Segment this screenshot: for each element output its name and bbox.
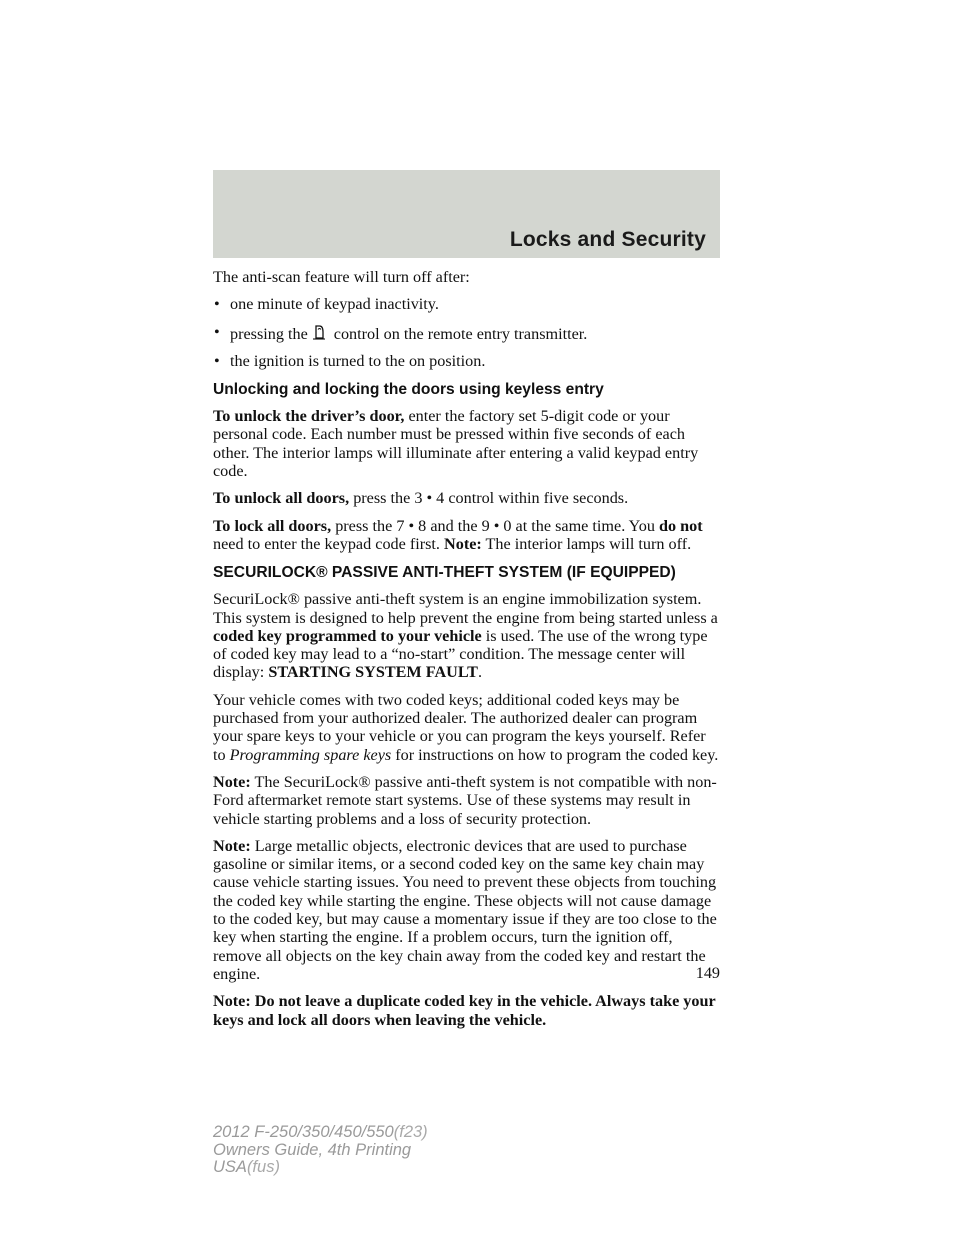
- unlock-all-doors-paragraph: To unlock all doors, press the 3 • 4 control within five seconds.: [213, 489, 629, 508]
- page-content: [213, 268, 720, 1038]
- anti-scan-intro: The anti-scan feature will turn off after:: [213, 268, 470, 286]
- list-item: • one minute of keypad inactivity.: [214, 295, 439, 314]
- section-title: Locks and Security: [509, 228, 706, 251]
- unlock-driver-door-paragraph: To unlock the driver’s door, enter the factory set 5-digit code or your personal code. Each number must be pressed within five seconds of each other. The interior lamps will illuminate after entering a valid keypad entry code.: [213, 407, 699, 481]
- footer-line-region: USA(fus): [213, 1158, 280, 1176]
- securilock-intro-paragraph: SecuriLock® passive anti-theft system is an engine immobilization system. This system is designed to help prevent the engine from being started unless a coded key programmed to your vehicle is used. The use of the wrong type of coded key may lead to a “no-start” condition. The message center will display: STARTING SYSTEM FAULT.: [213, 590, 718, 682]
- coded-keys-paragraph: Your vehicle comes with two coded keys; additional coded keys may be purchased from your authorized dealer. The authorized dealer can program your spare keys to your vehicle or you can program the keys yourself. Refer to Programming spare keys for instructions on how to program the coded key.: [213, 690, 719, 764]
- remote-control-icon: [310, 323, 330, 341]
- anti-scan-list: [213, 295, 720, 370]
- lock-all-doors-paragraph: To lock all doors, press the 7 • 8 and the 9 • 0 at the same time. You do not need to enter the keypad code first. Note: The interior lamps will turn off.: [213, 516, 703, 553]
- keyless-entry-heading: Unlocking and locking the doors using keyless entry: [213, 381, 604, 399]
- list-item: • the ignition is turned to the on position.: [214, 351, 486, 370]
- page-number: 149: [695, 964, 720, 982]
- securilock-heading: SECURILOCK® PASSIVE ANTI-THEFT SYSTEM (IF EQUIPPED): [213, 564, 676, 582]
- note-metallic-objects: Note: Large metallic objects, electronic devices that are used to purchase gasoline or similar items, or a second coded key on the same key chain may cause vehicle starting issues. You need to prevent these objects from touching the coded key while starting the engine. These objects will not cause damage to the coded key, but may cause a momentary issue if they are too close to the key when starting the engine. If a problem occurs, turn the ignition off, remove all objects on the key chain away from the coded key and restart the engine.: [213, 836, 717, 983]
- footer-line-guide: Owners Guide, 4th Printing: [213, 1140, 412, 1159]
- list-item: • pressing the control on the remote entry transmitter.: [214, 322, 588, 343]
- document-footer: [213, 1124, 428, 1177]
- note-remote-start: Note: The SecuriLock® passive anti-theft system is not compatible with non-Ford aftermarket remote start systems. Use of these systems may result in vehicle starting problems and a loss of security protection.: [213, 772, 717, 828]
- note-duplicate-key: Note: Do not leave a duplicate coded key in the vehicle. Always take your keys and lock all doors when leaving the vehicle.: [213, 992, 716, 1029]
- section-header-band: [213, 170, 720, 258]
- footer-line-model: 2012 F-250/350/450/550(f23): [213, 1123, 428, 1141]
